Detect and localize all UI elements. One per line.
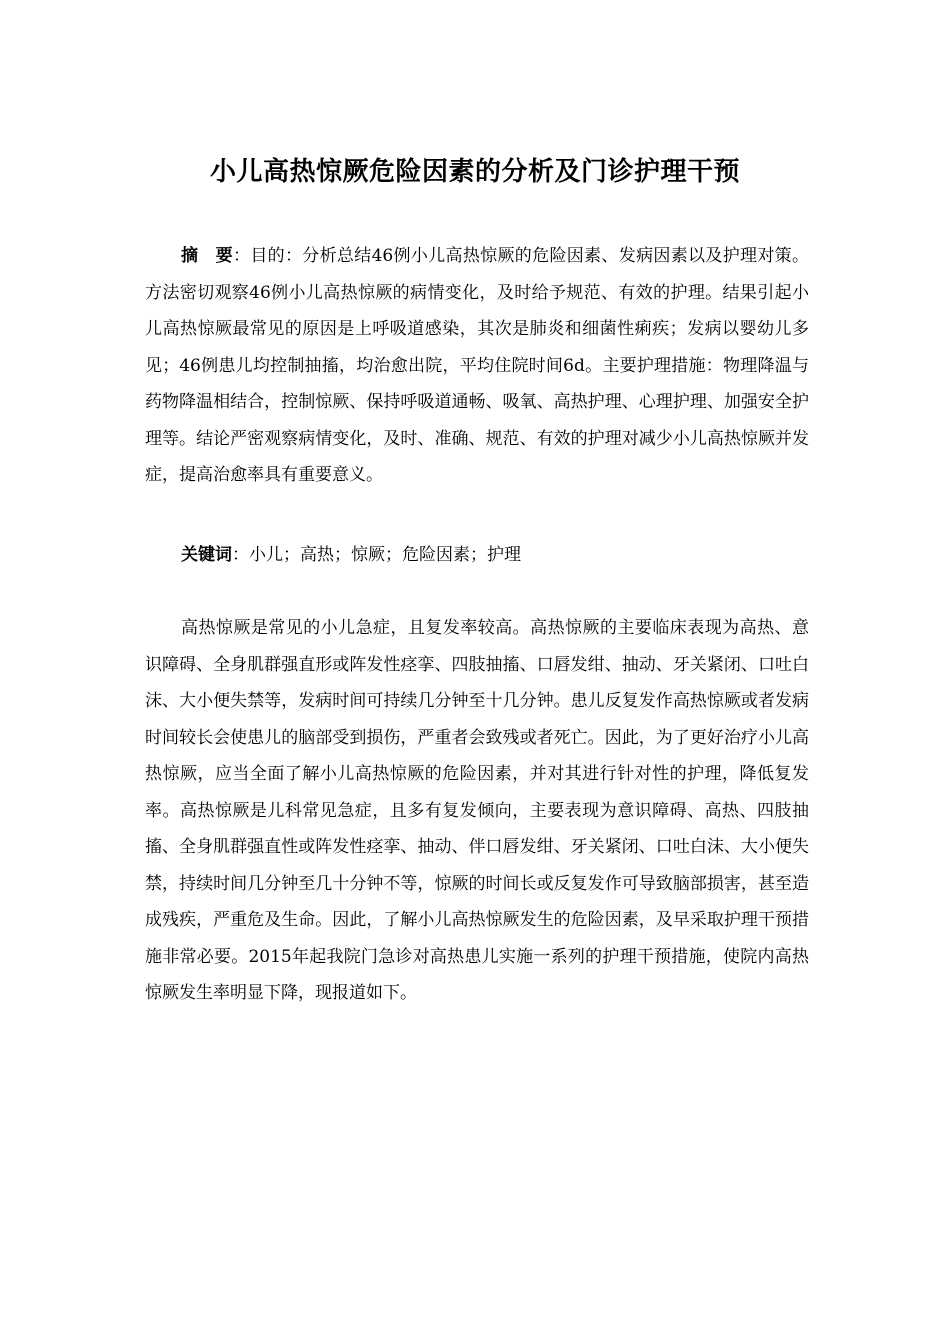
- keywords-paragraph: [145, 537, 809, 574]
- abstract-section: [145, 238, 809, 494]
- keywords-label: 关键词: [181, 545, 232, 565]
- document-title: 小儿高热惊厥危险因素的分析及门诊护理干预: [209, 157, 740, 187]
- abstract-label: 摘 要: [181, 246, 233, 266]
- keywords-section: [145, 537, 809, 574]
- keywords-colon: ：: [232, 545, 249, 565]
- abstract-text: 目的：分析总结46例小儿高热惊厥的危险因素、发病因素以及护理对策。方法密切观察46例小儿高热惊厥的病情变化，及时给予规范、有效的护理。结果引起小儿高热惊厥最常见的原因是上呼吸道感染，其次是肺炎和细菌性痢疾；发病以婴幼儿多见；46例患儿均控制抽搐，均治愈出院，平均住院时间6d。主要护理措施：物理降温与药物降温相结合，控制惊厥、保持呼吸道通畅、吸氧、高热护理、心理护理、加强安全护理等。结论严密观察病情变化，及时、准确、规范、有效的护理对减少小儿高热惊厥并发症，提高治愈率具有重要意义。: [145, 246, 810, 485]
- abstract-colon: ：: [232, 246, 251, 266]
- body-section: [145, 610, 809, 1012]
- abstract-paragraph: [145, 238, 809, 494]
- body-paragraph: 高热惊厥是常见的小儿急症，且复发率较高。高热惊厥的主要临床表现为高热、意识障碍、全身肌群强直形或阵发性痉挛、四肢抽搐、口唇发绀、抽动、牙关紧闭、口吐白沫、大小便失禁等，发病时间可持续几分钟至十几分钟。患儿反复发作高热惊厥或者发病时间较长会使患儿的脑部受到损伤，严重者会致残或者死亡。因此，为了更好治疗小儿高热惊厥，应当全面了解小儿高热惊厥的危险因素，并对其进行针对性的护理，降低复发率。高热惊厥是儿科常见急症，且多有复发倾向，主要表现为意识障碍、高热、四肢抽搐、全身肌群强直性或阵发性痉挛、抽动、伴口唇发绀、牙关紧闭、口吐白沫、大小便失禁，持续时间几分钟至几十分钟不等，惊厥的时间长或反复发作可导致脑部损害，甚至造成残疾，严重危及生命。因此，了解小儿高热惊厥发生的危险因素，及早采取护理干预措施非常必要。2015年起我院门急诊对高热患儿实施一系列的护理干预措施，使院内高热惊厥发生率明显下降，现报道如下。: [145, 618, 809, 1003]
- keywords-text: 小儿；高热；惊厥；危险因素；护理: [249, 545, 521, 565]
